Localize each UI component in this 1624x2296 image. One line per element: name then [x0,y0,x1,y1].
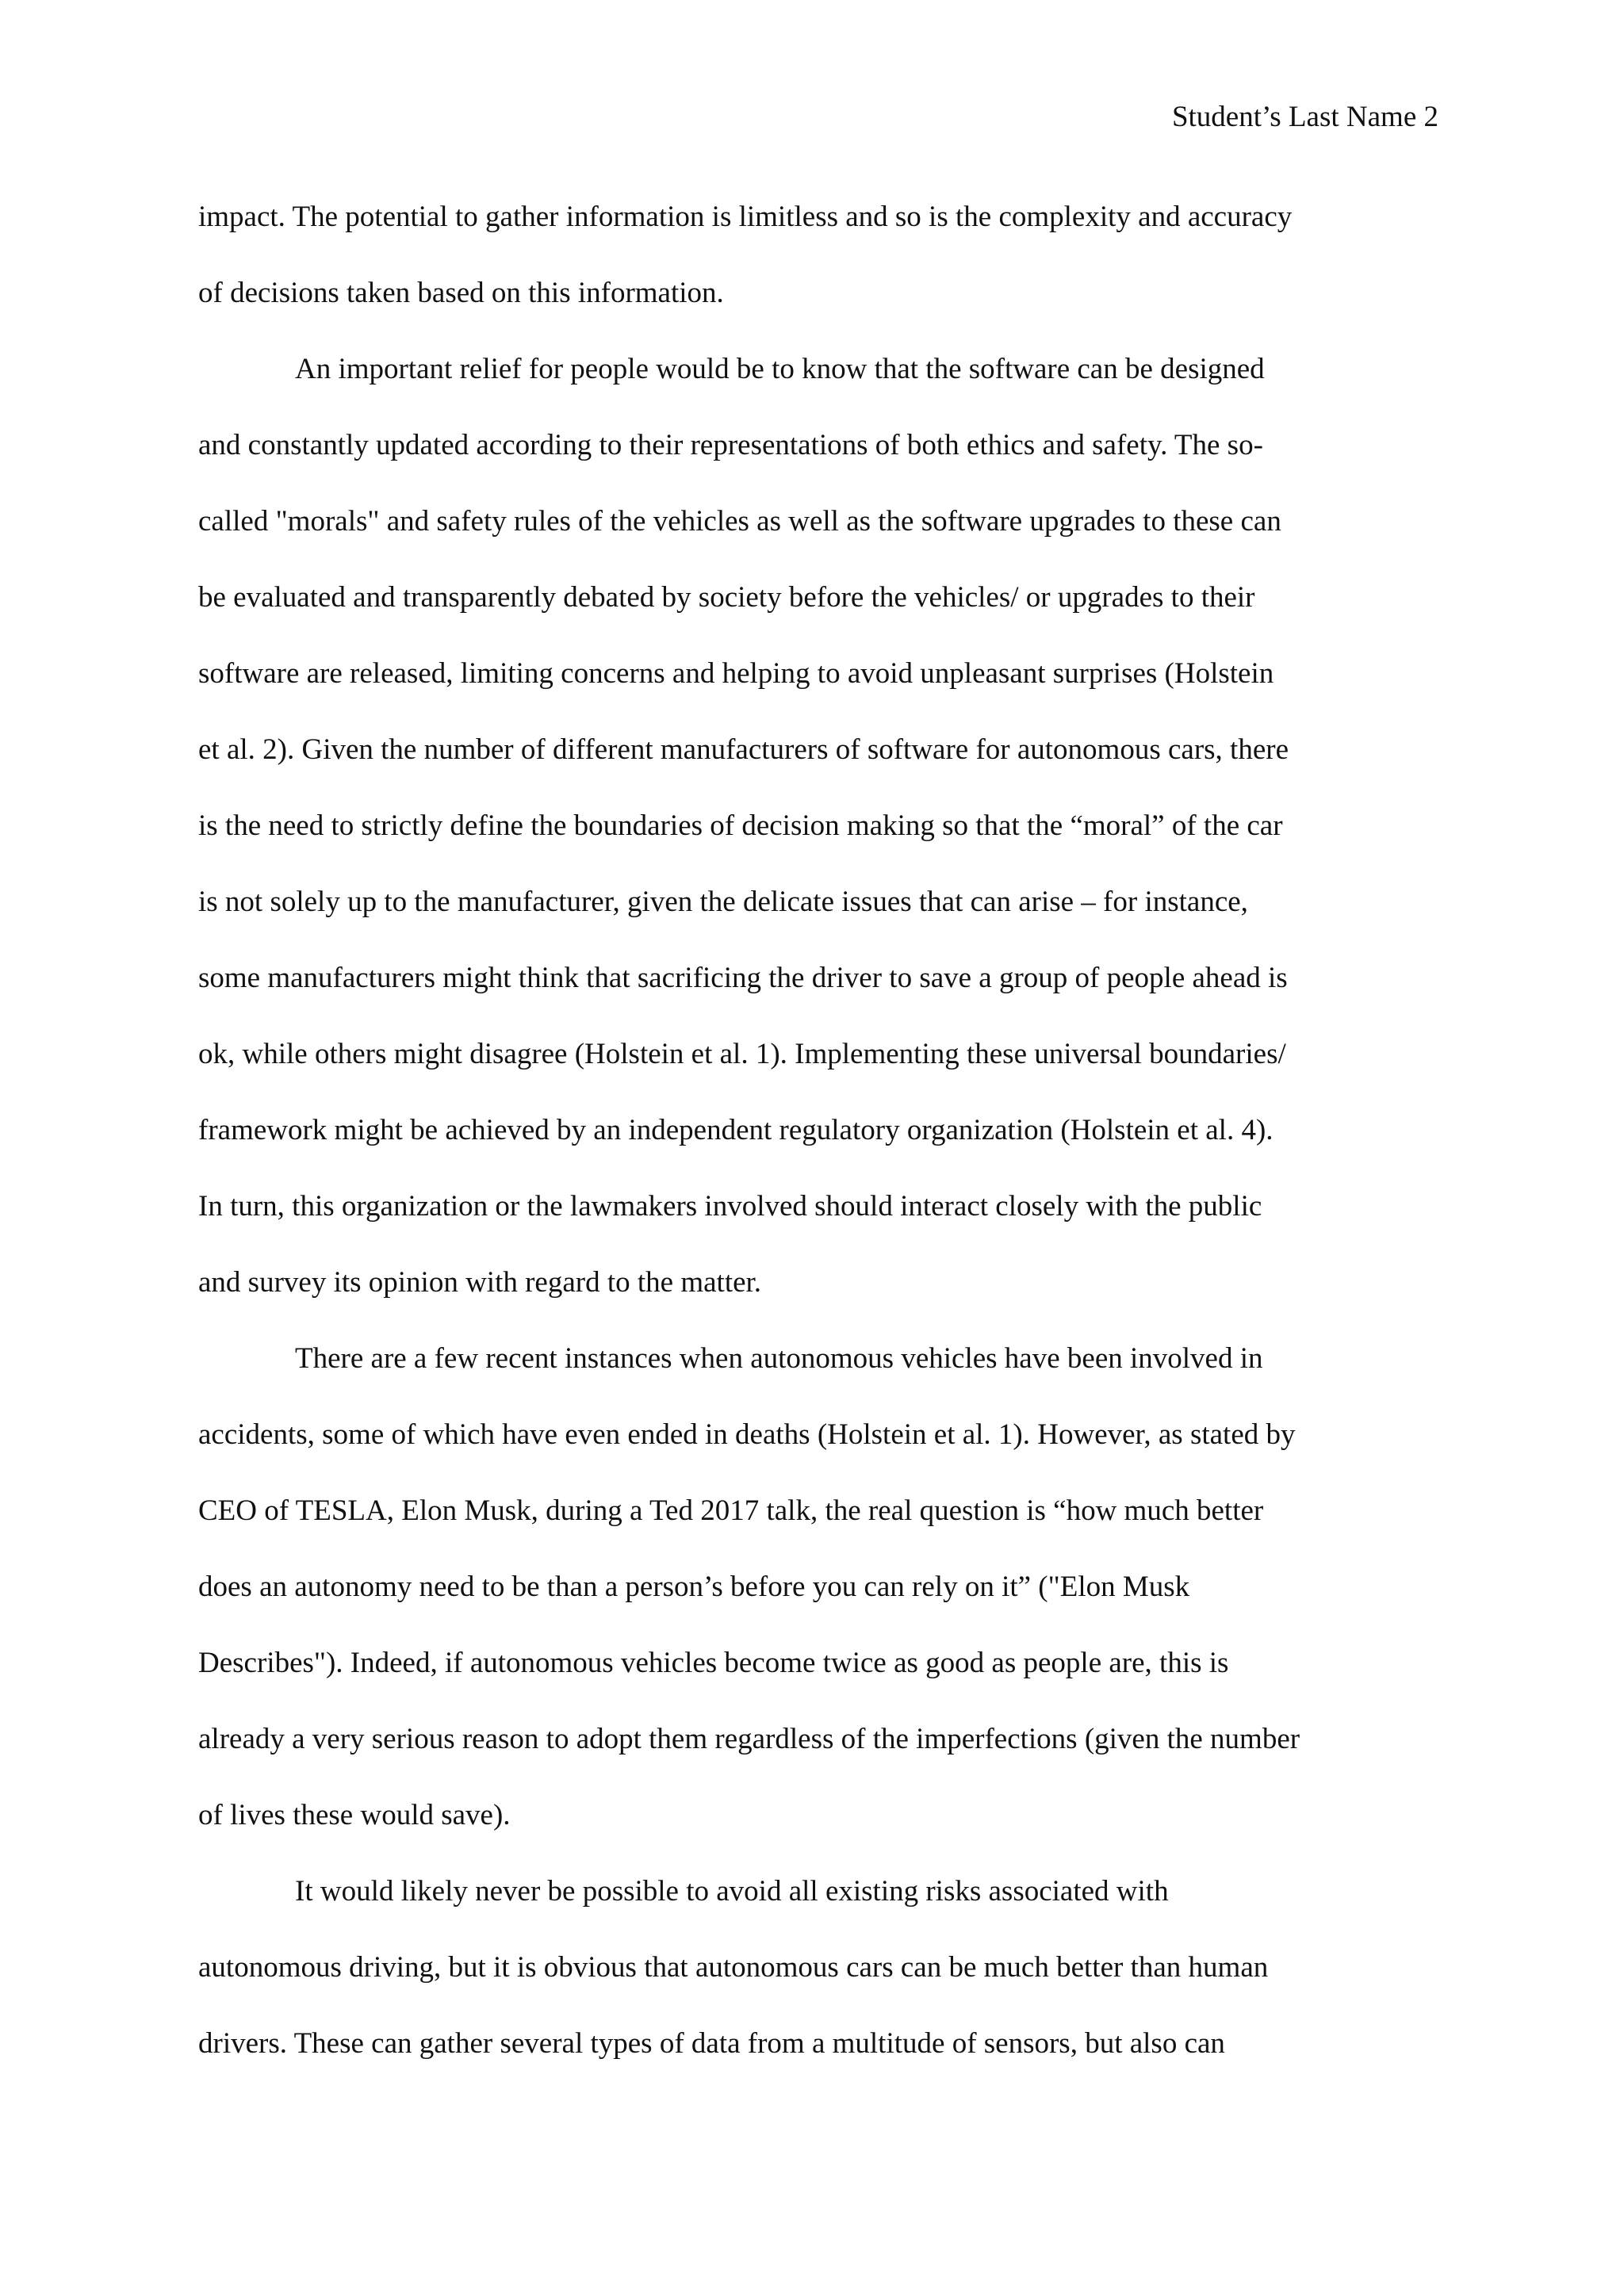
text-line: impact. The potential to gather information is limitless and so is the complexity and accuracy [198,201,1293,233]
text-line: In turn, this organization or the lawmakers involved should interact closely with the public [198,1190,1262,1223]
text-line: autonomous driving, but it is obvious that autonomous cars can be much better than human [198,1951,1269,1984]
text-line: et al. 2). Given the number of different manufacturers of software for autonomous cars, there [198,733,1289,766]
paragraph-first-line: It would likely never be possible to avoid all existing risks associated with [295,1875,1169,1908]
text-line: and survey its opinion with regard to the matter. [198,1266,762,1299]
text-line: framework might be achieved by an independent regulatory organization (Holstein et al. 4). [198,1114,1274,1146]
body-text [198,193,1443,2096]
text-line: and constantly updated according to their representations of both ethics and safety. The so- [198,429,1263,461]
text-line: Describes"). Indeed, if autonomous vehicles become twice as good as people are, this is [198,1647,1229,1679]
text-line: does an autonomy need to be than a person’s before you can rely on it” ("Elon Musk [198,1571,1190,1603]
text-line: drivers. These can gather several types of data from a multitude of sensors, but also can [198,2027,1225,2060]
text-line: already a very serious reason to adopt them regardless of the imperfections (given the number [198,1723,1300,1755]
text-line: CEO of TESLA, Elon Musk, during a Ted 2017 talk, the real question is “how much better [198,1494,1264,1527]
text-line: ok, while others might disagree (Holstein et al. 1). Implementing these universal boundaries/ [198,1038,1286,1070]
paragraph-first-line: There are a few recent instances when autonomous vehicles have been involved in [295,1342,1263,1375]
text-line: software are released, limiting concerns and helping to avoid unpleasant surprises (Holstein [198,657,1274,690]
text-line: be evaluated and transparently debated by society before the vehicles/ or upgrades to their [198,581,1255,614]
text-line: accidents, some of which have even ended in deaths (Holstein et al. 1). However, as stated by [198,1418,1296,1451]
paragraph-first-line: An important relief for people would be to know that the software can be designed [295,353,1265,385]
text-line: of decisions taken based on this information. [198,277,724,309]
text-line: called "morals" and safety rules of the vehicles as well as the software upgrades to these can [198,505,1281,538]
text-line: is not solely up to the manufacturer, given the delicate issues that can arise – for instance, [198,886,1248,918]
text-line: of lives these would save). [198,1799,511,1831]
running-head: Student’s Last Name 2 [1171,101,1438,133]
text-line: some manufacturers might think that sacrificing the driver to save a group of people ahead is [198,962,1288,994]
text-line: is the need to strictly define the boundaries of decision making so that the “moral” of the car [198,809,1283,842]
